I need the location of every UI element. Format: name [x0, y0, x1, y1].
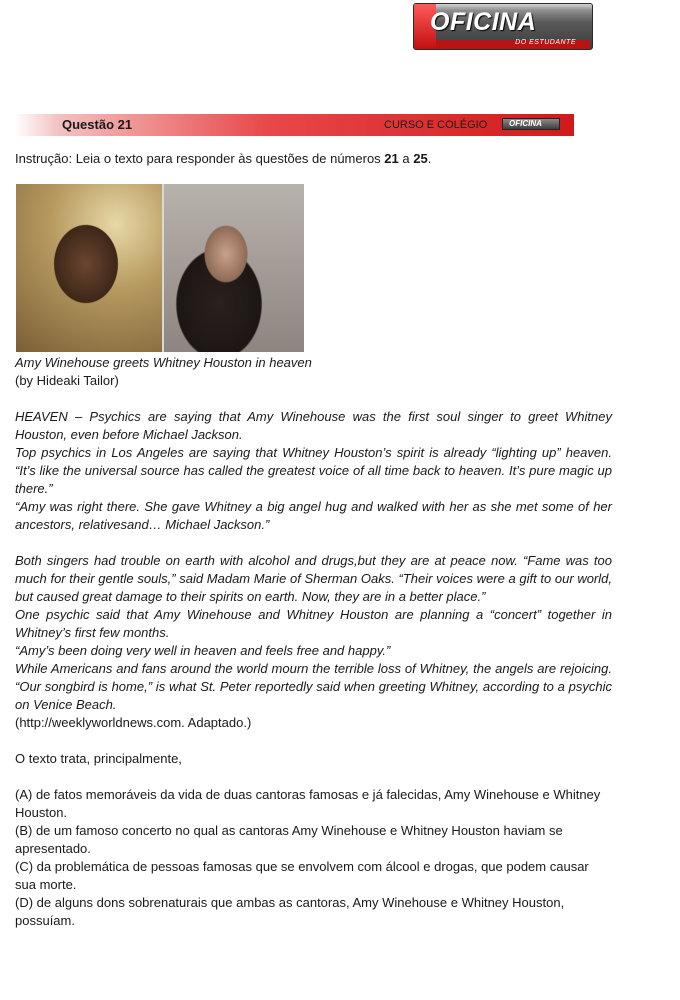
article-paragraph-4: Both singers had trouble on earth with alcohol and drugs,but they are at peace now. “Fame was too much for their gentle souls,” said Madam Marie of Sherman Oaks. “Their voices were a gift to our world, but caused great damage to their spirits on earth. Now, they are in a better place.” — [15, 553, 612, 604]
option-d: (D) de alguns dons sobrenaturais que ambas as cantoras, Amy Winehouse e Whitney Houston, possuíam. — [15, 895, 565, 928]
article-paragraph-2: Top psychics in Los Angeles are saying that Whitney Houston’s spirit is already “lighting up” heaven. “It’s like the universal source has called the greatest voice of all time back to heaven. It’s pure magic up there.” — [15, 445, 612, 496]
caption-title: Amy Winehouse greets Whitney Houston in heaven — [15, 355, 312, 370]
option-b: (B) de um famoso concerto no qual as cantoras Amy Winehouse e Whitney Houston haviam se apresentado. — [15, 823, 563, 856]
question-number: Questão 21 — [62, 117, 133, 132]
instruction-to: 25 — [413, 151, 428, 166]
logo-subtitle: DO ESTUDANTE — [515, 39, 576, 46]
photo-whitney-houston — [16, 184, 162, 352]
instruction-middle: a — [398, 151, 414, 166]
logo-title: OFICINA — [430, 8, 537, 36]
article-paragraph-7: While Americans and fans around the world mourn the terrible loss of Whitney, the angels are rejoicing. “Our songbird is home,” is what St. Peter reportedly said when greeting Whitney, according to a psychic on Venice Beach. — [15, 661, 612, 712]
oficina-logo — [413, 3, 593, 50]
caption-byline: (by Hideaki Tailor) — [15, 373, 119, 388]
article-paragraph-5: One psychic said that Amy Winehouse and Whitney Houston are planning a “concert” together in Whitney’s first few months. — [15, 607, 612, 640]
course-label: CURSO E COLÉGIO — [384, 119, 488, 131]
instruction-prefix: Instrução: Leia o texto para responder às questões de números — [15, 151, 385, 166]
article-source: (http://weeklyworldnews.com. Adaptado.) — [15, 715, 252, 730]
question-stem: O texto trata, principalmente, — [15, 751, 182, 766]
option-c: (C) da problemática de pessoas famosas que se envolvem com álcool e drogas, que podem causar sua morte. — [15, 859, 589, 892]
article-paragraph-3: “Amy was right there. She gave Whitney a big angel hug and walked with her as she met some of her ancestors, relativesand… Michael Jackson.” — [15, 499, 612, 532]
instruction-suffix: . — [427, 151, 432, 166]
singers-photo — [16, 184, 304, 352]
photo-amy-winehouse — [164, 184, 304, 352]
instruction — [15, 150, 612, 168]
option-a: (A) de fatos memoráveis da vida de duas cantoras famosas e já falecidas, Amy Winehouse e Whitney Houston. — [15, 787, 601, 820]
article-paragraph-1: HEAVEN – Psychics are saying that Amy Winehouse was the first soul singer to greet Whitney Houston, even before Michael Jackson. — [15, 409, 612, 442]
article-paragraph-6: “Amy’s been doing very well in heaven and feels free and happy.” — [15, 643, 391, 658]
small-oficina-logo: OFICINA — [502, 118, 560, 130]
question-header-band — [14, 114, 574, 136]
instruction-from: 21 — [384, 151, 399, 166]
